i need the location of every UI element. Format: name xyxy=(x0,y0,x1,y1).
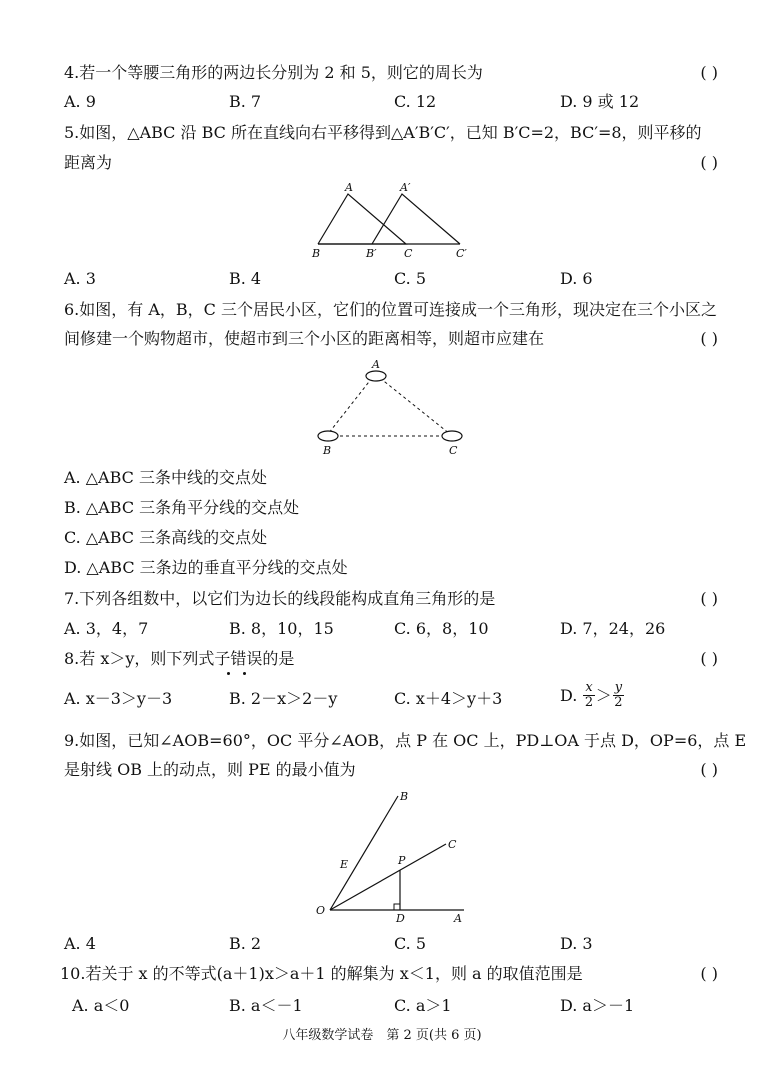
question-9-stem-cont: 是射线 OB 上的动点，则 PE 的最小值为 xyxy=(64,760,356,779)
option-6a: A. △ABC 三条中线的交点处 xyxy=(64,468,267,487)
label-C: C xyxy=(404,247,413,260)
option-9a: A. 4 xyxy=(64,934,96,953)
emphasis-dot xyxy=(227,672,230,675)
question-5-stem-cont: 距离为 xyxy=(64,153,113,172)
label-C: C xyxy=(449,444,458,457)
option-10c: C. a＞1 xyxy=(394,996,452,1015)
question-8-stem: 8.若 x＞y，则下列式子错误的是 xyxy=(64,649,295,668)
label-B: B xyxy=(312,247,321,260)
option-7c: C. 6，8，10 xyxy=(394,619,489,638)
option-4a: A. 9 xyxy=(64,92,96,111)
figure-residential-triangle xyxy=(308,358,478,458)
page-footer: 八年级数学试卷 第 2 页(共 6 页) xyxy=(282,1028,482,1043)
option-7b: B. 8，10，15 xyxy=(229,619,334,638)
label-B: B xyxy=(400,790,409,803)
fraction-left xyxy=(583,681,594,710)
option-6c: C. △ABC 三条高线的交点处 xyxy=(64,528,268,547)
figure-translation-triangles xyxy=(308,178,478,264)
option-6d: D. △ABC 三条边的垂直平分线的交点处 xyxy=(64,558,348,577)
option-9d: D. 3 xyxy=(560,934,593,953)
option-7a: A. 3，4，7 xyxy=(64,619,149,638)
option-8c: C. x＋4＞y＋3 xyxy=(394,689,503,708)
option-8b: B. 2－x＞2－y xyxy=(229,689,338,708)
option-9b: B. 2 xyxy=(229,934,262,953)
option-5c: C. 5 xyxy=(394,269,427,288)
answer-paren-7: ( ) xyxy=(700,589,718,608)
answer-paren-5: ( ) xyxy=(700,153,718,172)
fraction-right-denominator: 2 xyxy=(614,695,623,710)
label-C-prime: C′ xyxy=(456,247,467,260)
label-B-prime: B′ xyxy=(366,247,377,260)
answer-paren-10: ( ) xyxy=(700,964,718,983)
question-4-stem: 4.若一个等腰三角形的两边长分别为 2 和 5，则它的周长为 xyxy=(64,63,483,82)
fraction-left-numerator: x xyxy=(585,680,593,695)
option-5d: D. 6 xyxy=(560,269,593,288)
label-P: P xyxy=(398,854,406,867)
label-A: A xyxy=(454,912,462,925)
option-4b: B. 7 xyxy=(229,92,262,111)
option-4c: C. 12 xyxy=(394,92,437,111)
question-7-stem: 7.下列各组数中，以它们为边长的线段能构成直角三角形的是 xyxy=(64,589,496,608)
question-10-stem: 10.若关于 x 的不等式(a＋1)x＞a＋1 的解集为 x＜1，则 a 的取值范围是 xyxy=(60,964,583,983)
greater-than-sign: ＞ xyxy=(595,685,612,705)
label-A: A xyxy=(345,181,353,194)
question-6-stem: 6.如图，有 A，B，C 三个居民小区，它们的位置可连接成一个三角形，现决定在三个小区之 xyxy=(64,300,717,319)
option-8d-prefix: D. xyxy=(560,685,578,705)
label-A-prime: A′ xyxy=(400,181,411,194)
option-10b: B. a＜－1 xyxy=(229,996,303,1015)
option-9c: C. 5 xyxy=(394,934,427,953)
label-A: A xyxy=(372,358,380,371)
option-8a: A. x－3＞y－3 xyxy=(64,689,173,708)
answer-paren-6: ( ) xyxy=(700,329,718,348)
option-10d: D. a＞－1 xyxy=(560,996,635,1015)
label-D: D xyxy=(396,912,405,925)
figure-angle-bisector xyxy=(310,786,480,926)
question-9-stem: 9.如图，已知∠AOB=60°，OC 平分∠AOB，点 P 在 OC 上，PD⊥OA 于点 D，OP=6，点 E xyxy=(64,731,747,750)
option-6b: B. △ABC 三条角平分线的交点处 xyxy=(64,498,300,517)
fraction-right xyxy=(613,681,624,710)
emphasis-dot xyxy=(243,672,246,675)
option-5a: A. 3 xyxy=(64,269,96,288)
option-4d: D. 9 或 12 xyxy=(560,92,640,111)
fraction-right-numerator: y xyxy=(614,680,623,695)
option-8d xyxy=(560,681,624,710)
option-7d: D. 7，24，26 xyxy=(560,619,666,638)
label-E: E xyxy=(340,858,349,871)
question-5-stem: 5.如图，△ABC 沿 BC 所在直线向右平移得到△A′B′C′，已知 B′C=2，BC′=8，则平移的 xyxy=(64,123,702,142)
answer-paren-8: ( ) xyxy=(700,649,718,668)
answer-paren-9: ( ) xyxy=(700,760,718,779)
question-6-stem-cont: 间修建一个购物超市，使超市到三个小区的距离相等，则超市应建在 xyxy=(64,329,545,348)
label-O: O xyxy=(316,904,326,917)
option-10a: A. a＜0 xyxy=(72,996,130,1015)
label-C: C xyxy=(448,838,457,851)
option-5b: B. 4 xyxy=(229,269,262,288)
label-B: B xyxy=(323,444,332,457)
answer-paren-4: ( ) xyxy=(700,63,718,82)
fraction-left-denominator: 2 xyxy=(584,695,594,710)
